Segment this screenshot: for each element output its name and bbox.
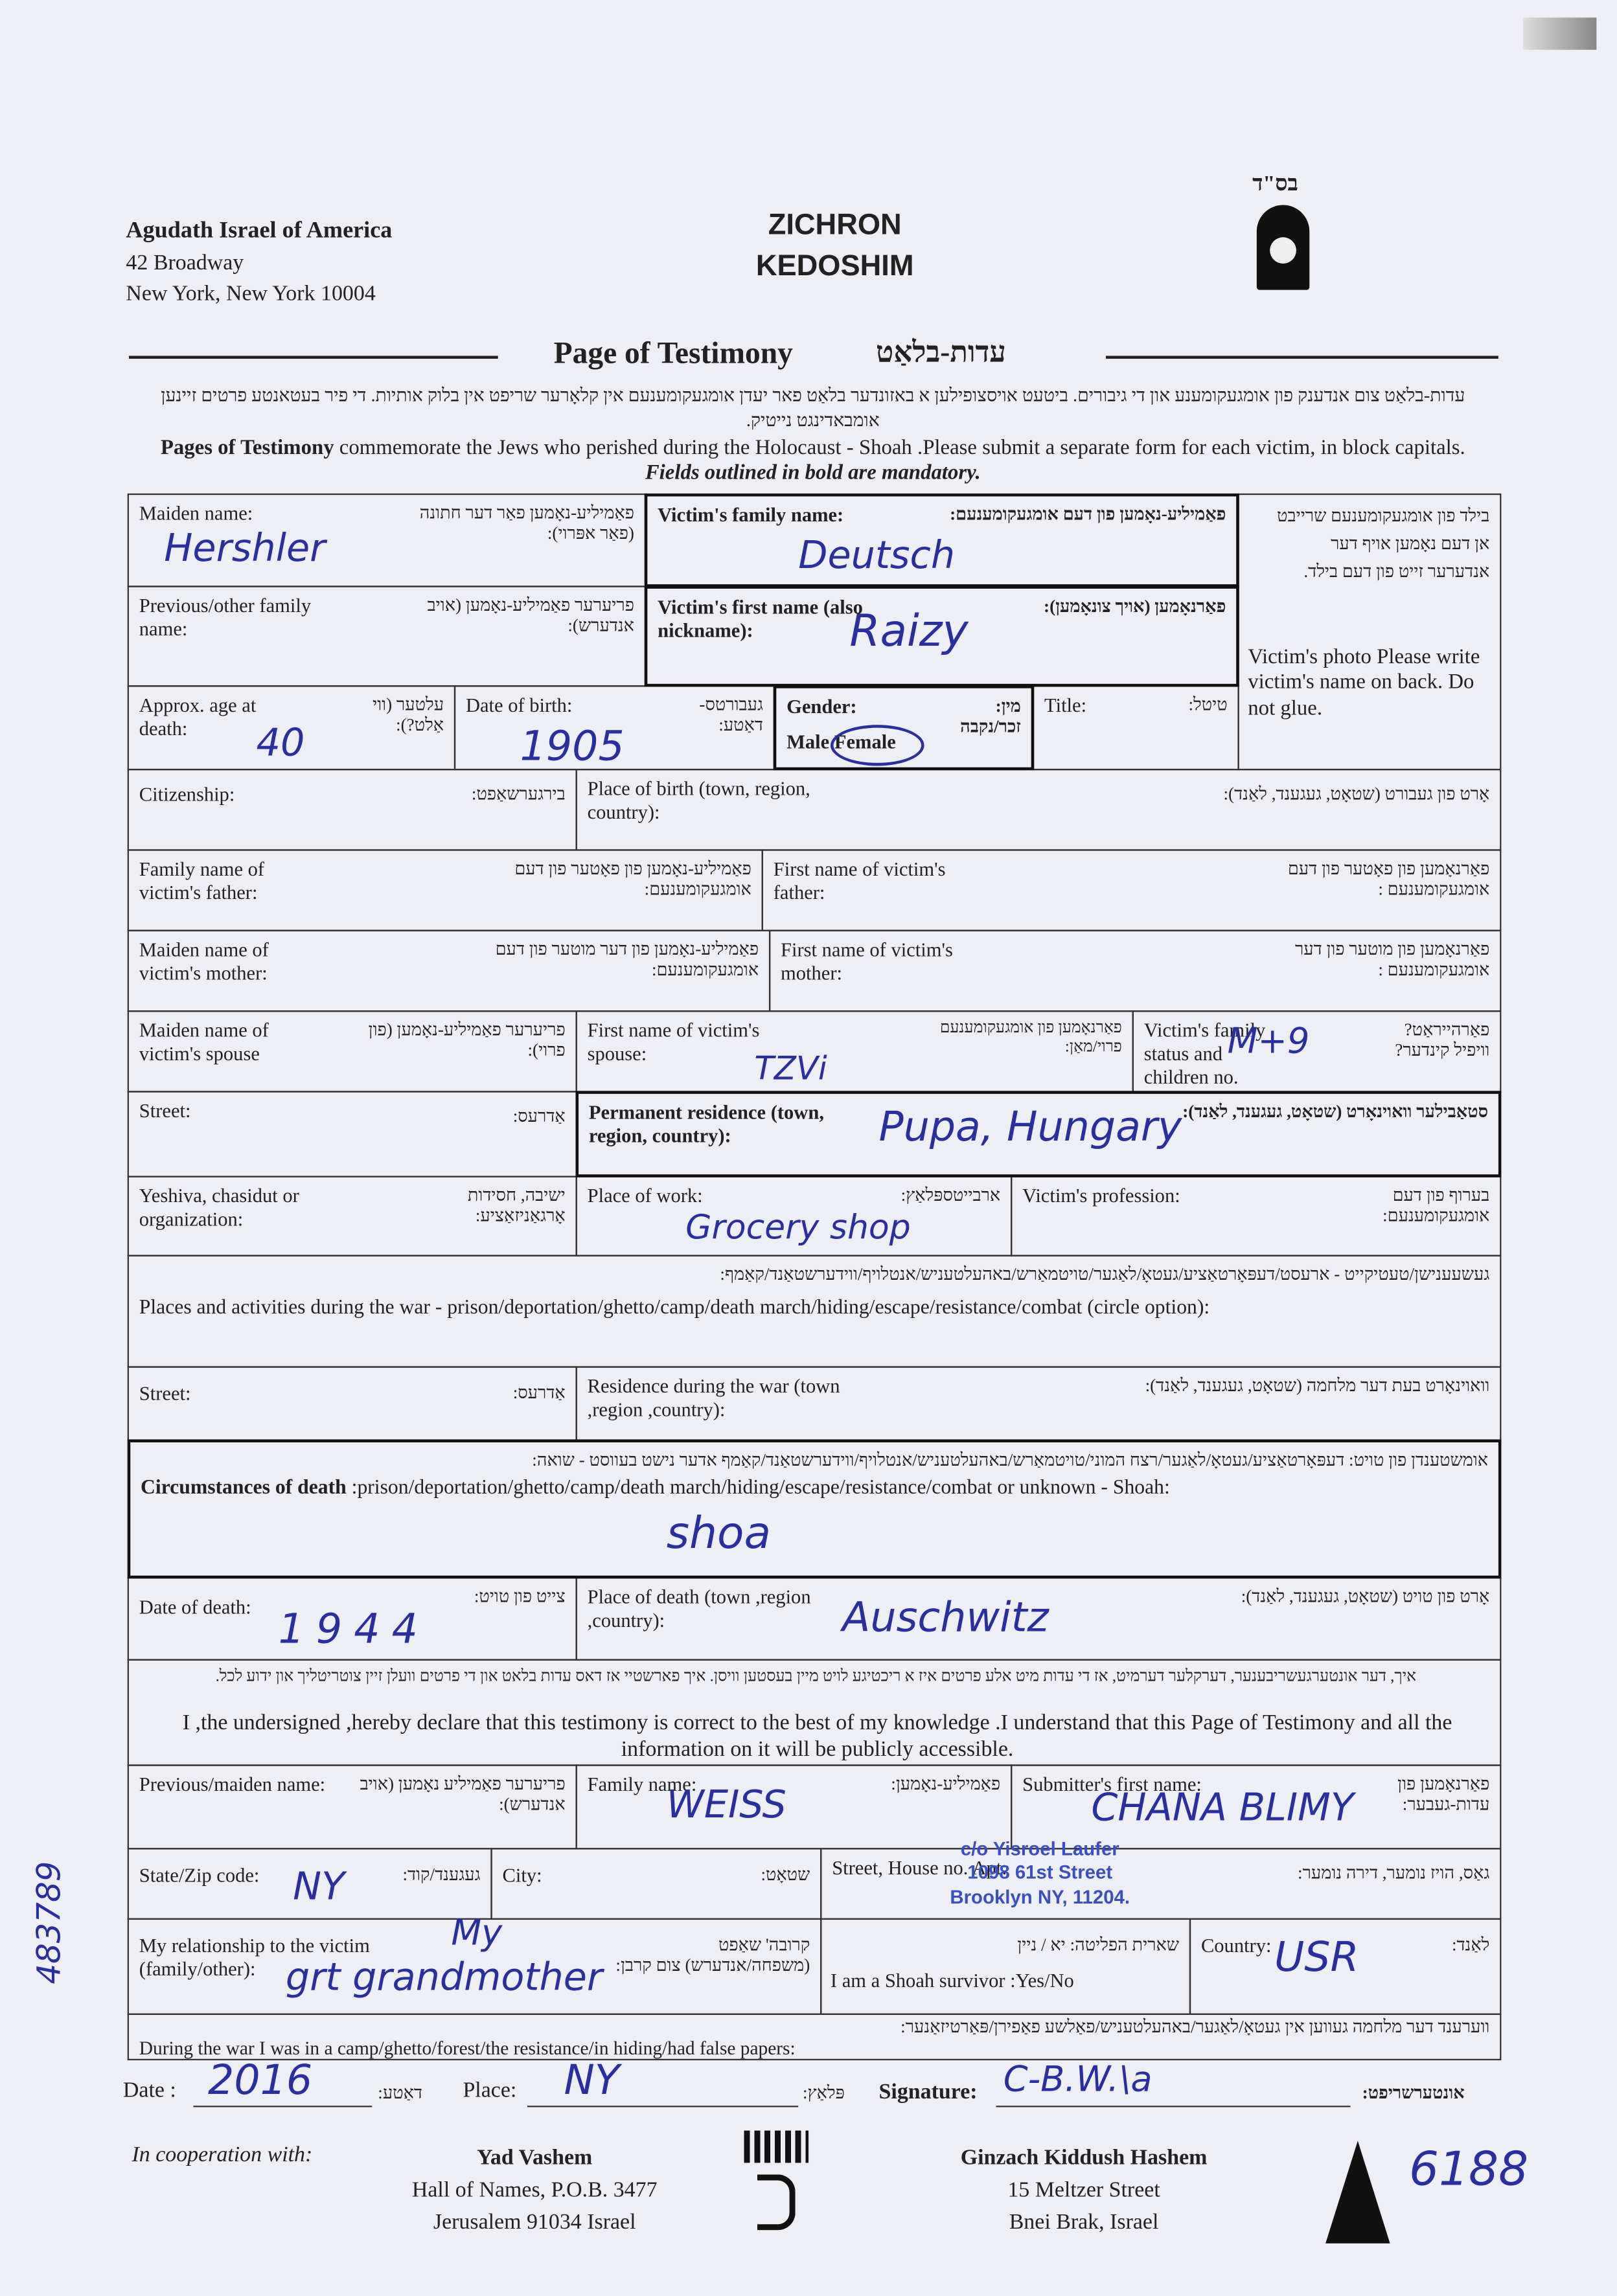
mother-first-name-field[interactable] (769, 930, 1501, 1012)
label: Circumstances of death (141, 1477, 347, 1500)
page-title-hebrew: עדות-בלאַט (876, 337, 1006, 369)
label-hebrew: טיטל: (1188, 694, 1228, 715)
place-of-birth-field[interactable] (576, 769, 1502, 851)
label: Approx. age at death: (139, 694, 257, 740)
label-hebrew: עלטער (ווי אַלט?): (373, 694, 444, 736)
yad-vashem-address1: Hall of Names, P.O.B. 3477 (411, 2178, 658, 2202)
cooperation-label: In cooperation with: (132, 2143, 313, 2168)
ginzach-address1: 15 Meltzer Street (1007, 2178, 1160, 2202)
label-hebrew: פאַמיליע-נאָמען: (891, 1773, 1001, 1794)
place-label: Place: (463, 2079, 517, 2103)
label: Gender: (786, 695, 857, 718)
label-detail: :prison/deportation/ghetto/camp/death march/hiding/escape/resistance/combat or unknown - Shoah: (346, 1477, 1170, 1500)
label: Residence during the war (town ,region ,country): (587, 1374, 840, 1421)
hw-first-name: Raizy (849, 606, 969, 658)
ginzach-address2: Bnei Brak, Israel (1009, 2210, 1159, 2234)
org-address-line1: 42 Broadway (126, 251, 244, 276)
label-hebrew: אָרט פון געבורט (שטאָט, געגענד, לאַנד): (1223, 783, 1490, 804)
date-label-hebrew: דאַטע: (378, 2082, 422, 2103)
ginzach-block (908, 2144, 1260, 2240)
label-hebrew: פריערער פאַמיליע-נאָמען (פון פרוי): (368, 1019, 566, 1061)
war-residence-field[interactable] (576, 1366, 1502, 1440)
label-hebrew: קרובה' שאַפט (משפחה/אנדערש) צום קרבן: (615, 1934, 810, 1976)
label-hebrew: פאַמיליע-נאָמען פון פאָטער פון דעם אומגעקומענעם: (514, 858, 751, 900)
title-rule-right (1106, 356, 1498, 359)
submitter-previous-name-field[interactable] (128, 1764, 577, 1849)
previous-family-name-field[interactable] (128, 585, 646, 687)
ginzach-name: Ginzach Kiddush Hashem (960, 2146, 1208, 2170)
hw-date: 2016 (208, 2056, 313, 2104)
title-zichron: ZICHRON (768, 209, 902, 242)
label-hebrew: וואוינאָרט בעת דער מלחמה (שטאָט, געגענד, לאַנד): (1145, 1374, 1490, 1396)
place-label-hebrew: פּלאַץ: (802, 2082, 845, 2103)
hw-date-of-birth: 1905 (520, 722, 625, 771)
agudah-logo-icon (1257, 205, 1309, 290)
stamp-line3: Brooklyn NY, 11204. (950, 1885, 1130, 1907)
label: Victim's profession: (1022, 1185, 1180, 1207)
yad-vashem-logo-icon (744, 2131, 808, 2233)
father-first-name-field[interactable] (762, 849, 1502, 931)
spouse-first-name-field[interactable] (576, 1010, 1134, 1093)
label-hebrew: גאַס, הויז נומער, דירה נומער: (1298, 1862, 1490, 1883)
war-street-field[interactable] (128, 1366, 577, 1440)
label-hebrew: ארבייטספּלאַץ: (900, 1185, 1001, 1205)
stamp-line1: c/o Yisroel Laufer (960, 1837, 1119, 1860)
place-line[interactable] (527, 2106, 798, 2107)
yad-vashem-address2: Jerusalem 91034 Israel (433, 2210, 636, 2234)
hw-family-name: Deutsch (798, 534, 956, 579)
intro-body: commemorate the Jews who perished during the Holocaust - Shoah .Please submit a separate form for each victim, in block capitals. (334, 436, 1465, 460)
label-hebrew: פריערער פאַמיליע-נאָמען (אויב אנדערש): (427, 594, 634, 637)
hw-signature: C-B.W.\a (1003, 2058, 1153, 2100)
hw-relationship: grt grandmother (285, 1956, 603, 2001)
label-hebrew: אַדרעס: (512, 1105, 566, 1126)
label-hebrew: צייט פון טויט: (474, 1586, 566, 1607)
label-hebrew: בילד פון אומגעקומענעם שרייבט אן דעם נאָמען אויף דער אנדערער זייט פון דעם בילד. (1277, 505, 1490, 582)
label: Maiden name of victim's mother: (139, 938, 269, 984)
hw-place-of-work: Grocery shop (685, 1209, 911, 1248)
label: Street: (139, 1382, 191, 1405)
gender-field[interactable] (774, 685, 1034, 770)
shoah-survivor-field[interactable] (820, 1918, 1191, 2015)
label: Previous/other family name: (139, 594, 312, 641)
label-hebrew: פאַרנאָמען (אויך צונאָמען): (1044, 596, 1226, 617)
title-rule-left (129, 356, 498, 359)
hw-spouse-first-name: TZVi (754, 1051, 827, 1088)
yeshiva-field[interactable] (128, 1176, 577, 1256)
signature-label: Signature: (878, 2080, 978, 2104)
female-circled-mark (831, 725, 924, 766)
label: First name of victim's father: (773, 858, 946, 904)
label: Maiden name: (139, 502, 253, 525)
label-hebrew: ווערענד דער מלחמה געווען אין געטאָ/לאַגער/באהעלטעניש/פאַלשע פאַפירן/פּאַרטיזאַנער: (900, 2016, 1490, 2037)
during-war-field[interactable] (128, 2014, 1502, 2060)
hw-submitter-family-name: WEISS (666, 1783, 786, 1828)
label-hebrew: מין: זכר/נקבה (960, 695, 1021, 738)
declaration-box (128, 1659, 1502, 1766)
label-hebrew: ישיבה, חסידות אָרגאַניזאַציע: (467, 1185, 566, 1227)
bsd-mark: בס"ד (1252, 172, 1298, 196)
label: Victim's family status and children no. (1143, 1019, 1266, 1089)
mother-maiden-name-field[interactable] (128, 930, 771, 1012)
label: Maiden name of victim's spouse (139, 1019, 269, 1065)
label-hebrew: פאַרהייראַט? וויפיל קינדער? (1395, 1019, 1490, 1061)
date-label: Date : (122, 2079, 176, 2103)
yad-vashem-name: Yad Vashem (477, 2146, 593, 2170)
label-hebrew: פריערער פאַמיליע נאָמען (אויב אנדערש): (360, 1773, 566, 1815)
label: First name of victim's mother: (781, 938, 953, 984)
street-field[interactable] (128, 1091, 577, 1177)
label: Date of birth: (465, 694, 573, 716)
label-hebrew: פאַמיליע-נאָמען פון דעם אומגעקומענעם: (950, 503, 1226, 525)
declaration-hebrew: איך, דער אונטערגעשריבענער, דערקלער דערמיט, אז די עדות מיט אלע פרטים איז א ריכטיגע לויט מיין בעסטען וויסן. איך פארשטיי אז דאס עדות בלאט און די פרטים וועלן זיין צוטריטליך און ידוע לכל. (215, 1668, 1417, 1686)
hw-corner-number: 6188 (1408, 2141, 1529, 2197)
submitter-family-name-field[interactable] (576, 1764, 1013, 1849)
label: My relationship to the victim (family/other): (139, 1934, 370, 1981)
intro-hebrew: עדות-בלאַט צום אנדענק פון אומגעקומענע און די גיבורים. ביטעט אויסצופילען א באזונדער בלאַט פאר יעדן אומגעקומענעם אין קלאָרער שריפט אין בלוק אותיות. די פיר בעטאנטע פרטים זיינען אומבאדינגט נייטיק. (161, 385, 1465, 431)
declaration-text: I ,the undersigned ,hereby declare that this testimony is correct to the best of my knowledge .I understand that this Page of Testimony and all the information on it will be publicly accessible. (182, 1711, 1452, 1762)
label: Places and activities during the war - prison/deportation/ghetto/camp/death march/hiding/escape/resistance/combat (circle option): (139, 1297, 1210, 1320)
org-address-line2: New York, New York 10004 (126, 282, 376, 306)
hw-maiden-name: Hershler (164, 527, 326, 571)
signature-line[interactable] (996, 2106, 1350, 2107)
hw-age: 40 (256, 722, 305, 766)
label-hebrew: געבורטס- דאַטע: (699, 694, 763, 736)
label-hebrew: פאַמיליע-נאָמען פאַר דער חתונה (פאַר אפּרוי): (419, 502, 634, 544)
yad-vashem-block (374, 2144, 696, 2240)
label-hebrew: געגענד/קוד: (402, 1864, 481, 1885)
hw-country: USR (1274, 1933, 1359, 1981)
label-hebrew: פאַמיליע-נאָמען פון דער מוטער פון דעם אומגעקומענעם: (495, 938, 759, 981)
label: Previous/maiden name: (139, 1773, 326, 1795)
father-family-name-field[interactable] (128, 849, 763, 931)
label: Place of birth (town, region, country): (587, 777, 810, 824)
label: Date of death: (139, 1596, 251, 1619)
label: City: (502, 1864, 542, 1887)
label: Victim's first name (also nickname): (658, 596, 863, 642)
label: Country: (1200, 1934, 1272, 1957)
city-field[interactable] (490, 1848, 821, 1920)
label: Place of work: (587, 1185, 703, 1207)
hw-relationship-my: My (451, 1912, 503, 1954)
hw-submitter-first-name: CHANA BLIMY (1091, 1786, 1354, 1831)
label-hebrew: שארית הפליטה: יא / ניין (1017, 1934, 1180, 1955)
label: Citizenship: (139, 783, 235, 806)
label: Submitter's first name: (1022, 1773, 1202, 1795)
label-hebrew: אָרט פון טויט (שטאָט, געגענד, לאַנד): (1241, 1586, 1490, 1607)
label: I am a Shoah survivor :Yes/No (830, 1969, 1074, 1992)
label-hebrew: פאַרנאָמען פון פאָטער פון דעם אומגעקומענעם : (1287, 858, 1490, 900)
label: Permanent residence (town, region, country): (588, 1101, 824, 1147)
label: Title: (1044, 694, 1087, 716)
label: Street: (139, 1099, 191, 1122)
label-hebrew: געשעענישן/טעטיקייט - ארעסט/דעפּאָרטאַציע/געטאָ/לאַגער/טויטמאַרש/באהעלטעניש/אנטלויף/ווידערשטאַנד/קאַמף: (720, 1264, 1490, 1284)
label: Yeshiva, chasidut or organization: (139, 1185, 299, 1231)
intro-mandatory-note: Fields outlined in bold are mandatory. (645, 462, 981, 486)
wartime-places-field[interactable] (128, 1255, 1502, 1368)
hw-place-of-death: Auschwitz (842, 1593, 1049, 1642)
intro-bold: Pages of Testimony (160, 436, 334, 460)
label-hebrew: פאַרנאָמען פון אומגעקומענעם פרוי/מאַן: (939, 1019, 1122, 1056)
hw-date-of-death: 1944 (278, 1604, 430, 1654)
label-hebrew: אַדרעס: (512, 1382, 566, 1403)
label-hebrew: לאַנד: (1451, 1934, 1490, 1955)
citizenship-field[interactable] (128, 769, 577, 851)
spouse-maiden-name-field[interactable] (128, 1010, 577, 1093)
label: Street, House no. Apt: (832, 1856, 1007, 1879)
label: Family name: (587, 1773, 697, 1795)
title-field[interactable] (1033, 685, 1239, 770)
hw-circumstances: shoa (666, 1508, 772, 1560)
page-title: Page of Testimony (553, 335, 793, 371)
ginzach-flame-logo-icon (1325, 2141, 1390, 2243)
label: Victim's family name: (658, 503, 844, 526)
date-line[interactable] (193, 2106, 372, 2107)
hw-side-number: 483789 (32, 1861, 69, 1984)
hw-place: NY (564, 2056, 620, 2104)
label: During the war I was in a camp/ghetto/forest/the resistance/in hiding/had false papers: (139, 2036, 796, 2059)
family-status-field[interactable] (1132, 1010, 1502, 1093)
label: State/Zip code: (139, 1864, 260, 1887)
circumstances-of-death-field[interactable] (128, 1439, 1502, 1578)
label-hebrew: אומשטענדן פון טויט: דעפּאָרטאַציע/געטאָ/לאַגער/רצח המוני/טויטמאַרש/באהעלטעניש/אנטלויף/ווידערשטאַנד/קאַמף אדער נישט בעווסט - שואה: (532, 1449, 1489, 1470)
label-hebrew: פאַרנאָמען פון עדות-געבער: (1397, 1773, 1490, 1815)
label-hebrew: פאַרנאָמען פון מוטער פון דער אומגעקומענעם : (1294, 938, 1490, 981)
address-stamp (879, 1837, 1201, 1909)
hw-family-status: M+9 (1227, 1020, 1310, 1062)
scan-edge-shade (1523, 17, 1596, 50)
stamp-line2: 1098 61st Street (967, 1861, 1113, 1884)
profession-field[interactable] (1011, 1176, 1501, 1256)
label-hebrew: בערוף פון דעם אומגעקומענעם: (1382, 1185, 1490, 1227)
victim-photo-box[interactable] (1237, 494, 1501, 770)
gender-options: Male Female (786, 731, 896, 753)
signature-label-hebrew: אונטערשריפט: (1362, 2082, 1465, 2103)
org-name: Agudath Israel of America (126, 218, 393, 244)
intro-text (139, 437, 1487, 488)
hw-permanent-residence: Pupa, Hungary (878, 1102, 1182, 1152)
photo-instructions: Victim's photo Please write victim's name on back. Do not glue. (1248, 646, 1480, 720)
label-hebrew: שטאָט: (761, 1864, 810, 1885)
label-hebrew: סטאַבילער וואוינאָרט (שטאָט, געגענד, לאַנד): (1182, 1101, 1489, 1122)
label: Family name of victim's father: (139, 858, 265, 904)
label: Place of death (town ,region ,country): (587, 1586, 811, 1632)
hw-state: NY (293, 1865, 345, 1910)
label: First name of victim's spouse: (587, 1019, 760, 1065)
title-kedoshim: KEDOSHIM (755, 250, 914, 283)
label-hebrew: בירגערשאַפט: (471, 783, 566, 804)
